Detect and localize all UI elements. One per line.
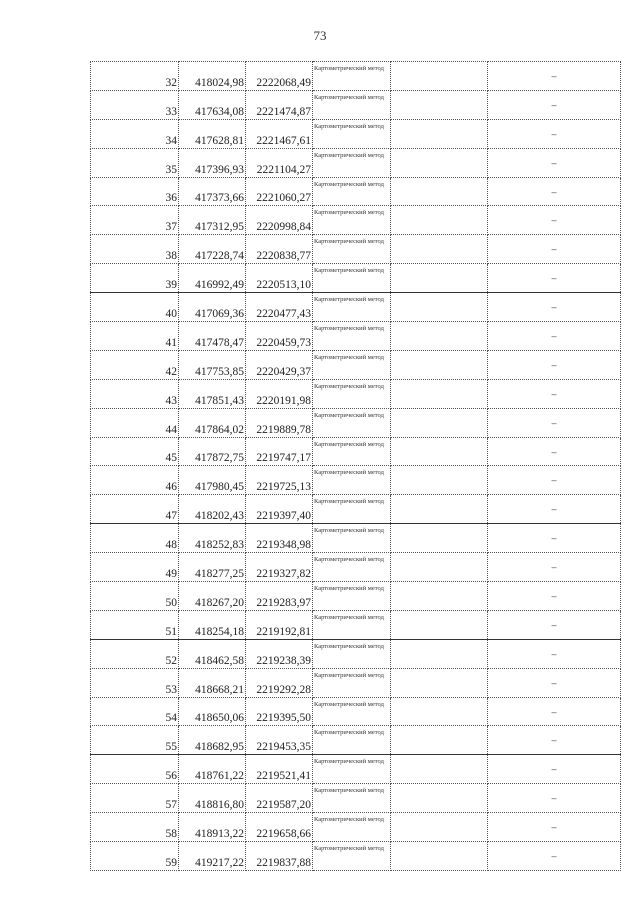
y-coordinate-cell: 2219238,39 [246, 639, 313, 668]
x-coordinate-cell: 418650,06 [179, 697, 246, 726]
empty-cell [391, 148, 488, 177]
empty-cell [391, 726, 488, 755]
y-coordinate-cell: 2222068,49 [246, 62, 313, 91]
method-cell: Картометрический метод [313, 206, 391, 235]
accuracy-cell: – [488, 293, 621, 322]
empty-cell [391, 322, 488, 351]
y-coordinate-cell: 2221474,87 [246, 90, 313, 119]
y-coordinate-cell: 2219747,17 [246, 437, 313, 466]
method-cell: Картометрический метод [313, 62, 391, 91]
table-row [91, 408, 621, 437]
point-number-cell: 48 [91, 524, 179, 553]
point-number-cell: 54 [91, 697, 179, 726]
y-coordinate-cell: 2219587,20 [246, 784, 313, 813]
y-coordinate-cell: 2219292,28 [246, 668, 313, 697]
point-number-cell: 46 [91, 466, 179, 495]
empty-cell [391, 235, 488, 264]
page-number: 73 [313, 28, 327, 43]
y-coordinate-cell: 2219192,81 [246, 610, 313, 639]
empty-cell [391, 842, 488, 871]
accuracy-cell: – [488, 842, 621, 871]
method-cell: Картометрический метод [313, 668, 391, 697]
method-cell: Картометрический метод [313, 784, 391, 813]
point-number-cell: 33 [91, 90, 179, 119]
table-row [91, 668, 621, 697]
method-cell: Картометрический метод [313, 639, 391, 668]
method-cell: Картометрический метод [313, 466, 391, 495]
point-number-cell: 53 [91, 668, 179, 697]
y-coordinate-cell: 2219725,13 [246, 466, 313, 495]
accuracy-cell: – [488, 582, 621, 611]
x-coordinate-cell: 417634,08 [179, 90, 246, 119]
accuracy-cell: – [488, 235, 621, 264]
empty-cell [391, 379, 488, 408]
empty-cell [391, 639, 488, 668]
empty-cell [391, 784, 488, 813]
method-cell: Картометрический метод [313, 495, 391, 524]
accuracy-cell: – [488, 668, 621, 697]
table-row [91, 524, 621, 553]
point-number-cell: 59 [91, 842, 179, 871]
x-coordinate-cell: 418252,83 [179, 524, 246, 553]
accuracy-cell: – [488, 610, 621, 639]
point-number-cell: 56 [91, 755, 179, 784]
x-coordinate-cell: 417396,93 [179, 148, 246, 177]
empty-cell [391, 90, 488, 119]
method-cell: Картометрический метод [313, 379, 391, 408]
point-number-cell: 36 [91, 177, 179, 206]
point-number-cell: 37 [91, 206, 179, 235]
x-coordinate-cell: 417753,85 [179, 350, 246, 379]
method-cell: Картометрический метод [313, 524, 391, 553]
method-cell: Картометрический метод [313, 119, 391, 148]
method-cell: Картометрический метод [313, 755, 391, 784]
empty-cell [391, 119, 488, 148]
table-row [91, 148, 621, 177]
y-coordinate-cell: 2219837,88 [246, 842, 313, 871]
y-coordinate-cell: 2219327,82 [246, 553, 313, 582]
table-row [91, 842, 621, 871]
x-coordinate-cell: 418668,21 [179, 668, 246, 697]
accuracy-cell: – [488, 755, 621, 784]
table-row [91, 466, 621, 495]
accuracy-cell: – [488, 90, 621, 119]
method-cell: Картометрический метод [313, 322, 391, 351]
point-number-cell: 35 [91, 148, 179, 177]
x-coordinate-cell: 417628,81 [179, 119, 246, 148]
point-number-cell: 38 [91, 235, 179, 264]
y-coordinate-cell: 2220191,98 [246, 379, 313, 408]
accuracy-cell: – [488, 206, 621, 235]
table-row [91, 495, 621, 524]
x-coordinate-cell: 418202,43 [179, 495, 246, 524]
point-number-cell: 41 [91, 322, 179, 351]
y-coordinate-cell: 2221467,61 [246, 119, 313, 148]
y-coordinate-cell: 2219658,66 [246, 813, 313, 842]
accuracy-cell: – [488, 495, 621, 524]
method-cell: Картометрический метод [313, 437, 391, 466]
accuracy-cell: – [488, 813, 621, 842]
empty-cell [391, 293, 488, 322]
method-cell: Картометрический метод [313, 842, 391, 871]
table-row [91, 437, 621, 466]
point-number-cell: 51 [91, 610, 179, 639]
method-cell: Картометрический метод [313, 350, 391, 379]
coordinates-table [90, 61, 621, 871]
x-coordinate-cell: 418024,98 [179, 62, 246, 91]
x-coordinate-cell: 417228,74 [179, 235, 246, 264]
x-coordinate-cell: 418761,22 [179, 755, 246, 784]
point-number-cell: 42 [91, 350, 179, 379]
y-coordinate-cell: 2220513,10 [246, 264, 313, 293]
empty-cell [391, 524, 488, 553]
method-cell: Картометрический метод [313, 148, 391, 177]
point-number-cell: 40 [91, 293, 179, 322]
x-coordinate-cell: 418267,20 [179, 582, 246, 611]
accuracy-cell: – [488, 148, 621, 177]
x-coordinate-cell: 417851,43 [179, 379, 246, 408]
accuracy-cell: – [488, 379, 621, 408]
table-row [91, 726, 621, 755]
table-row [91, 206, 621, 235]
y-coordinate-cell: 2220477,43 [246, 293, 313, 322]
y-coordinate-cell: 2219521,41 [246, 755, 313, 784]
x-coordinate-cell: 418462,58 [179, 639, 246, 668]
y-coordinate-cell: 2221060,27 [246, 177, 313, 206]
empty-cell [391, 610, 488, 639]
empty-cell [391, 466, 488, 495]
point-number-cell: 57 [91, 784, 179, 813]
accuracy-cell: – [488, 524, 621, 553]
x-coordinate-cell: 417478,47 [179, 322, 246, 351]
empty-cell [391, 813, 488, 842]
point-number-cell: 52 [91, 639, 179, 668]
accuracy-cell: – [488, 350, 621, 379]
table-row [91, 379, 621, 408]
x-coordinate-cell: 418913,22 [179, 813, 246, 842]
empty-cell [391, 206, 488, 235]
table-row [91, 177, 621, 206]
accuracy-cell: – [488, 437, 621, 466]
point-number-cell: 55 [91, 726, 179, 755]
accuracy-cell: – [488, 119, 621, 148]
coordinates-table-body [91, 62, 621, 871]
point-number-cell: 34 [91, 119, 179, 148]
y-coordinate-cell: 2219395,50 [246, 697, 313, 726]
x-coordinate-cell: 417373,66 [179, 177, 246, 206]
empty-cell [391, 350, 488, 379]
table-row [91, 755, 621, 784]
point-number-cell: 39 [91, 264, 179, 293]
point-number-cell: 32 [91, 62, 179, 91]
method-cell: Картометрический метод [313, 177, 391, 206]
y-coordinate-cell: 2221104,27 [246, 148, 313, 177]
accuracy-cell: – [488, 62, 621, 91]
x-coordinate-cell: 417312,95 [179, 206, 246, 235]
table-row [91, 62, 621, 91]
point-number-cell: 43 [91, 379, 179, 408]
table-row [91, 119, 621, 148]
accuracy-cell: – [488, 177, 621, 206]
accuracy-cell: – [488, 726, 621, 755]
x-coordinate-cell: 418816,80 [179, 784, 246, 813]
table-row [91, 235, 621, 264]
x-coordinate-cell: 418277,25 [179, 553, 246, 582]
method-cell: Картометрический метод [313, 293, 391, 322]
y-coordinate-cell: 2219889,78 [246, 408, 313, 437]
empty-cell [391, 582, 488, 611]
method-cell: Картометрический метод [313, 90, 391, 119]
method-cell: Картометрический метод [313, 726, 391, 755]
table-row [91, 264, 621, 293]
table-row [91, 784, 621, 813]
method-cell: Картометрический метод [313, 610, 391, 639]
empty-cell [391, 437, 488, 466]
accuracy-cell: – [488, 639, 621, 668]
method-cell: Картометрический метод [313, 264, 391, 293]
table-row [91, 697, 621, 726]
table-row [91, 293, 621, 322]
x-coordinate-cell: 417980,45 [179, 466, 246, 495]
y-coordinate-cell: 2220998,84 [246, 206, 313, 235]
accuracy-cell: – [488, 697, 621, 726]
y-coordinate-cell: 2219397,40 [246, 495, 313, 524]
method-cell: Картометрический метод [313, 582, 391, 611]
method-cell: Картометрический метод [313, 813, 391, 842]
empty-cell [391, 408, 488, 437]
x-coordinate-cell: 416992,49 [179, 264, 246, 293]
table-row [91, 322, 621, 351]
empty-cell [391, 553, 488, 582]
x-coordinate-cell: 417864,02 [179, 408, 246, 437]
table-row [91, 90, 621, 119]
x-coordinate-cell: 417872,75 [179, 437, 246, 466]
point-number-cell: 50 [91, 582, 179, 611]
x-coordinate-cell: 417069,36 [179, 293, 246, 322]
y-coordinate-cell: 2219348,98 [246, 524, 313, 553]
y-coordinate-cell: 2220429,37 [246, 350, 313, 379]
accuracy-cell: – [488, 322, 621, 351]
table-row [91, 639, 621, 668]
accuracy-cell: – [488, 264, 621, 293]
x-coordinate-cell: 418682,95 [179, 726, 246, 755]
empty-cell [391, 668, 488, 697]
y-coordinate-cell: 2219283,97 [246, 582, 313, 611]
table-row [91, 350, 621, 379]
empty-cell [391, 177, 488, 206]
accuracy-cell: – [488, 784, 621, 813]
empty-cell [391, 755, 488, 784]
table-row [91, 582, 621, 611]
accuracy-cell: – [488, 553, 621, 582]
empty-cell [391, 495, 488, 524]
table-row [91, 553, 621, 582]
empty-cell [391, 62, 488, 91]
point-number-cell: 45 [91, 437, 179, 466]
table-row [91, 813, 621, 842]
empty-cell [391, 264, 488, 293]
y-coordinate-cell: 2220459,73 [246, 322, 313, 351]
accuracy-cell: – [488, 408, 621, 437]
point-number-cell: 49 [91, 553, 179, 582]
point-number-cell: 47 [91, 495, 179, 524]
y-coordinate-cell: 2220838,77 [246, 235, 313, 264]
table-row [91, 610, 621, 639]
point-number-cell: 58 [91, 813, 179, 842]
accuracy-cell: – [488, 466, 621, 495]
y-coordinate-cell: 2219453,35 [246, 726, 313, 755]
x-coordinate-cell: 418254,18 [179, 610, 246, 639]
point-number-cell: 44 [91, 408, 179, 437]
x-coordinate-cell: 419217,22 [179, 842, 246, 871]
empty-cell [391, 697, 488, 726]
method-cell: Картометрический метод [313, 408, 391, 437]
method-cell: Картометрический метод [313, 235, 391, 264]
method-cell: Картометрический метод [313, 553, 391, 582]
method-cell: Картометрический метод [313, 697, 391, 726]
